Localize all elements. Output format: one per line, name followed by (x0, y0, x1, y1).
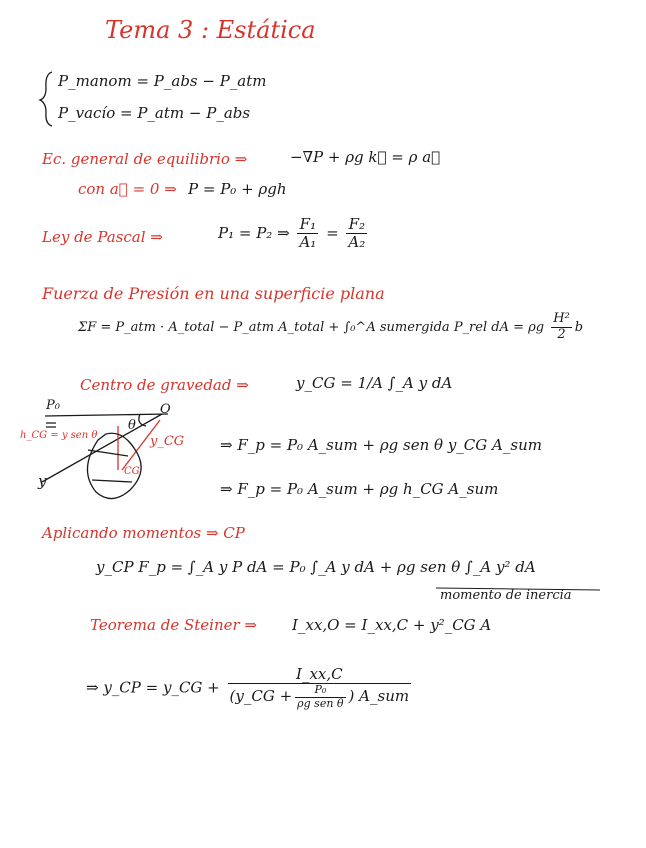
final-inner-frac (295, 684, 345, 710)
centroid-equation: y_CG = 1/A ∫_A y dA (296, 374, 453, 392)
fp-equation-2: ⇒ F_p = P₀ A_sum + ρg h_CG A_sum (220, 480, 499, 498)
page-title: Tema 3 : Estática (105, 16, 316, 44)
fp-equation-1: ⇒ F_p = P₀ A_sum + ρg sen θ y_CG A_sum (220, 436, 542, 454)
pascal-eq-text: P₁ = P₂ ⇒ (218, 223, 290, 242)
diagram-p0: P₀ (46, 398, 60, 413)
diagram-cg: CG (124, 466, 140, 477)
surface-line (45, 414, 168, 416)
final-den-rho: ρg sen θ (297, 696, 344, 710)
final-equation (86, 666, 414, 711)
final-den-a: (y_CG + (229, 687, 293, 706)
pressure-vacuum: P_vacío = P_atm − P_abs (58, 104, 251, 122)
steiner-label: Teorema de Steiner ⇒ (90, 616, 257, 634)
moments-equation: y_CP F_p = ∫_A y P dA = P₀ ∫_A y dA + ρg sen θ ∫_A y² dA (96, 558, 536, 576)
plane-force-two: 2 (557, 326, 566, 342)
diagram-y: y (38, 472, 47, 490)
plane-force-h2: H² (553, 311, 570, 326)
pascal-a1: A₁ (299, 233, 317, 252)
equilibrium-condition: con a⃗ = 0 ⇒ (78, 180, 177, 198)
moments-note: momento de inercia (440, 588, 572, 603)
pascal-label: Ley de Pascal ⇒ (42, 228, 163, 246)
diagram-theta: θ (128, 418, 136, 433)
final-lhs: ⇒ y_CP = y_CG + (86, 678, 220, 697)
final-numerator: I_xx,C (228, 666, 412, 684)
plane-force-eq-text: ΣF = P_atm · A_total − P_atm A_total + ∫₀^A sumergida P_rel dA = ρg (78, 319, 545, 335)
plane-force-b: b (574, 319, 584, 335)
steiner-equation: I_xx,O = I_xx,C + y²_CG A (292, 616, 492, 634)
plate-line (42, 414, 162, 482)
diagram-o: O (160, 402, 171, 417)
diagram-ycg: y_CG (150, 434, 185, 449)
moments-heading: Aplicando momentos ⇒ CP (42, 524, 245, 542)
equilibrium-equation: −∇P + ρg k⃗ = ρ a⃗ (290, 148, 441, 166)
pascal-a2: A₂ (348, 233, 366, 252)
final-den-b: ) A_sum (348, 687, 410, 706)
equilibrium-result: P = P₀ + ρgh (188, 180, 287, 198)
equilibrium-label: Ec. general de equilibrio ⇒ (42, 150, 248, 168)
pascal-equation: P₁ = P₂ ⇒ $\frac{\text{F₁}}{\text{A₁}}$ = $\frac{\text{F₂}}{\text{A₂}}$ (218, 215, 366, 252)
pascal-f1: F₁ (297, 216, 318, 234)
pressure-manometric: P_manom = P_abs − P_atm (58, 72, 267, 90)
pascal-frac-2 (346, 216, 367, 252)
final-frac (228, 666, 412, 711)
centroid-label: Centro de gravedad ⇒ (80, 376, 249, 394)
pascal-f2: F₂ (346, 216, 367, 234)
final-den-p0: P₀ (295, 684, 345, 698)
diagram-hcg: h_CG = y sen θ (20, 430, 98, 441)
plate-diagram (42, 414, 168, 499)
plane-force-frac (551, 312, 572, 343)
surface-marks (46, 423, 56, 427)
plane-force-equation (78, 312, 583, 343)
brace-stroke (40, 72, 52, 126)
pascal-frac-1 (297, 216, 318, 252)
plane-force-heading: Fuerza de Presión en una superficie plana (42, 284, 385, 303)
final-denominator (228, 684, 412, 710)
